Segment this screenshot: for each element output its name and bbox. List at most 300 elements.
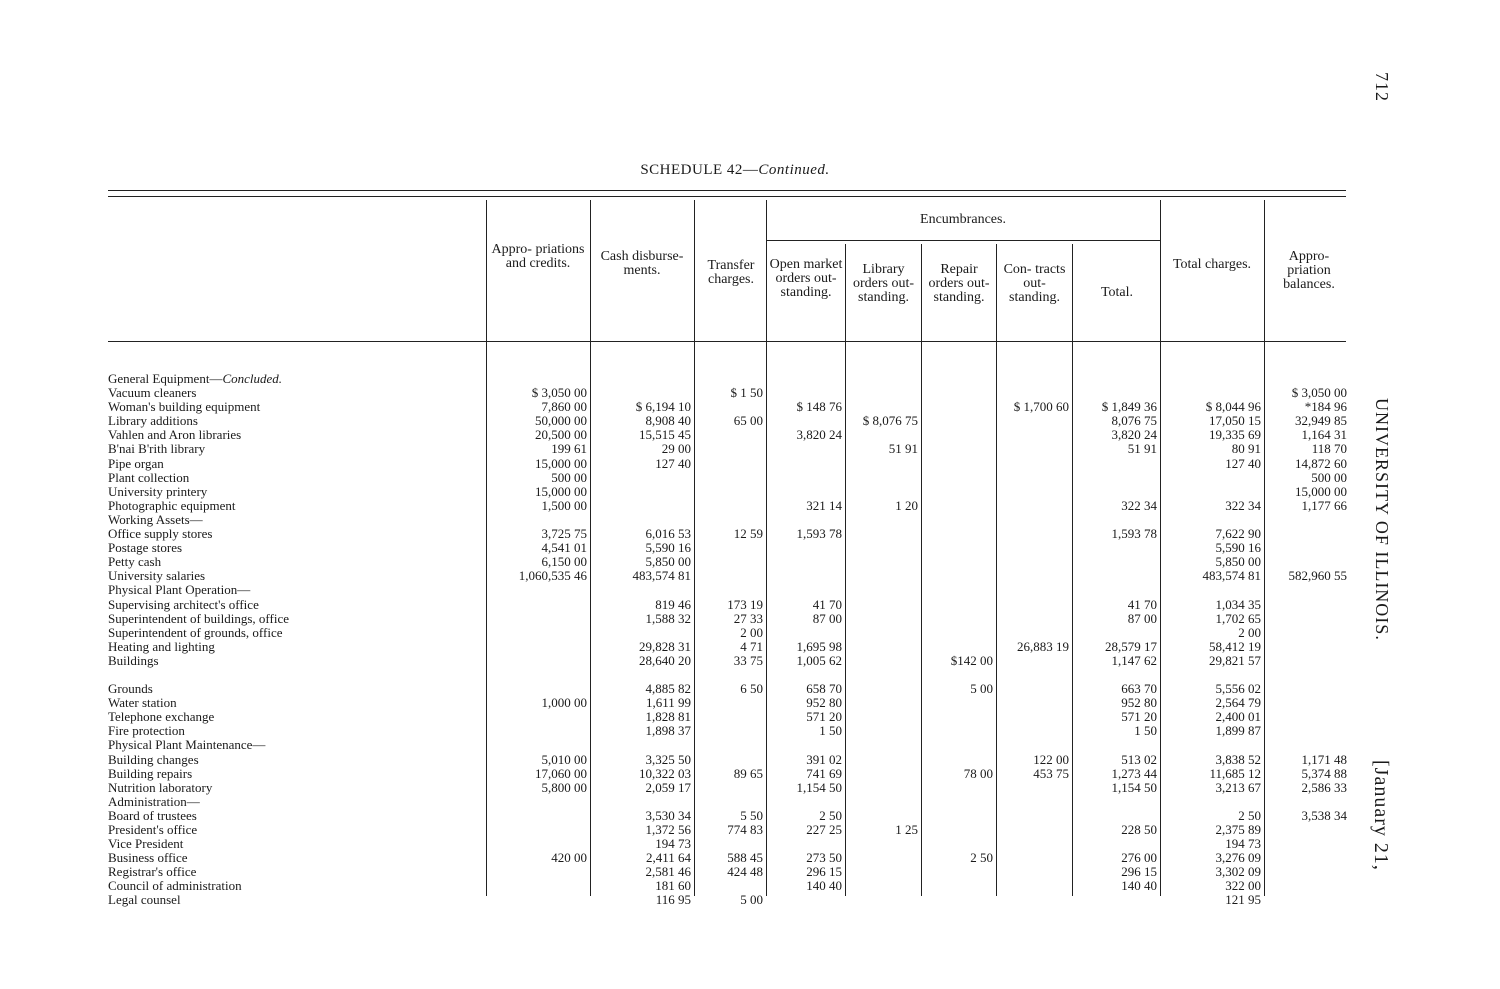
row-label: Building changes bbox=[108, 752, 199, 767]
cell-value: 296 15 bbox=[1121, 865, 1157, 880]
table-row bbox=[108, 823, 1350, 837]
cell-value bbox=[921, 471, 996, 485]
cell-value bbox=[1264, 893, 1350, 907]
cell-value bbox=[1160, 386, 1264, 400]
table-row bbox=[108, 386, 1350, 400]
cell-value bbox=[996, 696, 1072, 710]
row-label: Registrar's office bbox=[108, 865, 197, 880]
cell-value: 41 70 bbox=[1127, 597, 1157, 612]
row-label: Plant collection bbox=[108, 470, 190, 485]
table-body bbox=[108, 372, 1350, 908]
row-label: Board of trustees bbox=[108, 808, 197, 823]
row-label: University printery bbox=[108, 484, 208, 499]
cell-value: 420 00 bbox=[551, 851, 587, 866]
cell-value: 173 19 bbox=[727, 597, 763, 612]
cell-value: 121 95 bbox=[1225, 893, 1261, 908]
cell-value bbox=[1072, 471, 1160, 485]
table-row bbox=[108, 555, 1350, 569]
cell-value bbox=[996, 851, 1072, 865]
cell-value bbox=[1264, 372, 1350, 386]
table-row bbox=[108, 724, 1350, 738]
cell-value bbox=[766, 414, 845, 428]
cell-value bbox=[694, 428, 766, 442]
table-row bbox=[108, 400, 1350, 414]
cell-value: 571 20 bbox=[806, 710, 842, 725]
cell-value bbox=[996, 386, 1072, 400]
header-cash: Cash disburse- ments. bbox=[600, 249, 684, 278]
cell-value bbox=[590, 668, 694, 682]
cell-value bbox=[1072, 513, 1160, 527]
table-row bbox=[108, 837, 1350, 851]
cell-value bbox=[996, 527, 1072, 541]
issue-date: [January 21, bbox=[1370, 760, 1392, 871]
row-label: Postage stores bbox=[108, 541, 183, 556]
cell-value bbox=[486, 710, 590, 724]
cell-value bbox=[996, 724, 1072, 738]
cell-value: 5,556 02 bbox=[1215, 682, 1261, 697]
cell-value bbox=[694, 710, 766, 724]
cell-value bbox=[486, 823, 590, 837]
cell-value: 3,820 24 bbox=[1111, 428, 1157, 443]
row-label: Office supply stores bbox=[108, 527, 213, 542]
cell-value: 273 50 bbox=[806, 851, 842, 866]
cell-value: 118 70 bbox=[1311, 442, 1347, 457]
row-label: Buildings bbox=[108, 653, 159, 668]
cell-value bbox=[766, 541, 845, 555]
cell-value bbox=[921, 865, 996, 879]
table-row bbox=[108, 865, 1350, 879]
cell-value: 199 61 bbox=[551, 442, 587, 457]
cell-value: 89 65 bbox=[733, 766, 763, 781]
cell-value: 1 50 bbox=[819, 724, 842, 739]
row-label: Water station bbox=[108, 696, 177, 711]
cell-value bbox=[1072, 541, 1160, 555]
cell-value bbox=[845, 555, 921, 569]
row-label: Vice President bbox=[108, 837, 184, 852]
cell-value bbox=[845, 541, 921, 555]
cell-value bbox=[590, 386, 694, 400]
cell-value bbox=[845, 879, 921, 893]
cell-value: 5,850 00 bbox=[1215, 555, 1261, 570]
table-row bbox=[108, 781, 1350, 795]
cell-value bbox=[845, 724, 921, 738]
cell-value bbox=[996, 738, 1072, 752]
row-label: Superintendent of grounds, office bbox=[108, 625, 283, 640]
row-label: Pipe organ bbox=[108, 456, 164, 471]
cell-value bbox=[996, 372, 1072, 386]
cell-value: 87 00 bbox=[812, 611, 842, 626]
cell-value: 58,412 19 bbox=[1209, 639, 1261, 654]
cell-value: 5,010 00 bbox=[541, 752, 587, 767]
row-label: Vahlen and Aron libraries bbox=[108, 428, 242, 443]
row-label: Telephone exchange bbox=[108, 710, 215, 725]
cell-value: 3,325 50 bbox=[645, 752, 691, 767]
cell-value bbox=[845, 372, 921, 386]
cell-value: 15,000 00 bbox=[535, 484, 587, 499]
cell-value: 15,000 00 bbox=[535, 456, 587, 471]
cell-value: 6,016 53 bbox=[645, 527, 691, 542]
schedule-table bbox=[108, 372, 1350, 908]
table-row bbox=[108, 893, 1350, 907]
cell-value: 3,530 34 bbox=[645, 808, 691, 823]
cell-value bbox=[921, 626, 996, 640]
cell-value: 2,586 33 bbox=[1301, 780, 1347, 795]
cell-value bbox=[996, 809, 1072, 823]
cell-value bbox=[1072, 569, 1160, 583]
table-row bbox=[108, 457, 1350, 471]
cell-value bbox=[845, 513, 921, 527]
cell-value bbox=[921, 372, 996, 386]
cell-value bbox=[921, 428, 996, 442]
row-label: Council of administration bbox=[108, 879, 242, 894]
cell-value bbox=[486, 626, 590, 640]
cell-value bbox=[1072, 555, 1160, 569]
cell-value bbox=[1072, 457, 1160, 471]
cell-value: 2,564 79 bbox=[1215, 696, 1261, 711]
cell-value bbox=[921, 781, 996, 795]
cell-value bbox=[1072, 809, 1160, 823]
cell-value: 28,640 20 bbox=[639, 653, 691, 668]
cell-value bbox=[996, 865, 1072, 879]
cell-value: 1 20 bbox=[895, 498, 918, 513]
cell-value bbox=[1072, 372, 1160, 386]
cell-value bbox=[694, 668, 766, 682]
cell-value: 1,034 35 bbox=[1215, 597, 1261, 612]
row-label: Library additions bbox=[108, 414, 198, 429]
row-label: Photographic equipment bbox=[108, 498, 236, 513]
cell-value bbox=[996, 710, 1072, 724]
cell-value: 15,515 45 bbox=[639, 428, 691, 443]
table-row bbox=[108, 626, 1350, 640]
row-label: Business office bbox=[108, 851, 188, 866]
cell-value bbox=[996, 612, 1072, 626]
cell-value bbox=[921, 569, 996, 583]
cell-value bbox=[921, 583, 996, 597]
cell-value bbox=[996, 541, 1072, 555]
row-label: Grounds bbox=[108, 682, 153, 697]
cell-value bbox=[845, 428, 921, 442]
cell-value: 296 15 bbox=[806, 865, 842, 880]
row-label: Petty cash bbox=[108, 555, 162, 570]
cell-value bbox=[766, 386, 845, 400]
cell-value bbox=[921, 668, 996, 682]
cell-value: 774 83 bbox=[727, 823, 763, 837]
section-row bbox=[108, 583, 1350, 597]
cell-value: 952 80 bbox=[806, 696, 842, 711]
cell-value bbox=[590, 626, 694, 640]
title-italic: Continued. bbox=[758, 162, 830, 178]
cell-value bbox=[766, 372, 845, 386]
cell-value: 741 69 bbox=[806, 766, 842, 781]
cell-value bbox=[590, 372, 694, 386]
cell-value bbox=[1264, 583, 1350, 597]
cell-value bbox=[921, 442, 996, 456]
cell-value bbox=[590, 795, 694, 809]
top-rule bbox=[108, 190, 1346, 191]
cell-value bbox=[921, 513, 996, 527]
cell-value: 582,960 55 bbox=[1288, 569, 1347, 584]
cell-value bbox=[694, 372, 766, 386]
cell-value bbox=[1264, 682, 1350, 696]
table-row bbox=[108, 612, 1350, 626]
cell-value bbox=[996, 682, 1072, 696]
cell-value bbox=[845, 612, 921, 626]
cell-value bbox=[845, 851, 921, 865]
cell-value bbox=[921, 795, 996, 809]
row-label: Building repairs bbox=[108, 766, 193, 781]
row-label: Physical Plant Operation— bbox=[108, 583, 251, 598]
table-row bbox=[108, 527, 1350, 541]
cell-value bbox=[845, 527, 921, 541]
cell-value: 8,908 40 bbox=[645, 414, 691, 429]
cell-value bbox=[845, 837, 921, 851]
cell-value: 50,000 00 bbox=[535, 414, 587, 429]
cell-value bbox=[590, 738, 694, 752]
cell-value: 3,302 09 bbox=[1215, 865, 1261, 880]
cell-value bbox=[996, 499, 1072, 513]
cell-value bbox=[1160, 795, 1264, 809]
cell-value bbox=[766, 626, 845, 640]
cell-value: 1,828 81 bbox=[645, 710, 691, 725]
cell-value: $ 148 76 bbox=[796, 400, 842, 415]
cell-value: 4 71 bbox=[740, 639, 763, 654]
cell-value bbox=[486, 682, 590, 696]
cell-value bbox=[1072, 837, 1160, 851]
cell-value: 588 45 bbox=[727, 851, 763, 866]
cell-value: 663 70 bbox=[1121, 682, 1157, 697]
cell-value bbox=[845, 598, 921, 612]
cell-value: 1 25 bbox=[895, 823, 918, 837]
cell-value: 228 50 bbox=[1121, 823, 1157, 837]
cell-value: 17,050 15 bbox=[1209, 414, 1261, 429]
cell-value: 4,541 01 bbox=[541, 541, 587, 556]
cell-value: 194 73 bbox=[1225, 837, 1261, 852]
cell-value bbox=[694, 781, 766, 795]
cell-value bbox=[845, 795, 921, 809]
row-label: University salaries bbox=[108, 569, 206, 584]
cell-value bbox=[921, 696, 996, 710]
cell-value bbox=[590, 583, 694, 597]
cell-value: 571 20 bbox=[1121, 710, 1157, 725]
cell-value: 5,590 16 bbox=[1215, 541, 1261, 556]
row-label: Fire protection bbox=[108, 724, 185, 739]
cell-value bbox=[1072, 583, 1160, 597]
cell-value: 11,685 12 bbox=[1209, 766, 1261, 781]
header-contracts: Con- tracts out- standing. bbox=[1003, 262, 1066, 305]
cell-value: 227 25 bbox=[806, 823, 842, 837]
cell-value bbox=[996, 513, 1072, 527]
cell-value bbox=[694, 724, 766, 738]
table-row bbox=[108, 541, 1350, 555]
section-row bbox=[108, 795, 1350, 809]
cell-value bbox=[1160, 485, 1264, 499]
cell-value bbox=[590, 499, 694, 513]
cell-value bbox=[1264, 555, 1350, 569]
cell-value bbox=[1160, 583, 1264, 597]
header-transfer: Transfer charges. bbox=[707, 258, 755, 287]
cell-value bbox=[766, 569, 845, 583]
cell-value: 3,538 34 bbox=[1301, 808, 1347, 823]
cell-value: 1,005 62 bbox=[796, 653, 842, 668]
encumbrances-rule bbox=[766, 240, 1160, 241]
row-label: B'nai B'rith library bbox=[108, 442, 206, 457]
section-row bbox=[108, 738, 1350, 752]
cell-value: 3,725 75 bbox=[541, 527, 587, 542]
cell-value bbox=[845, 400, 921, 414]
cell-value bbox=[921, 710, 996, 724]
cell-value: 2 50 bbox=[970, 851, 993, 866]
cell-value bbox=[1264, 527, 1350, 541]
cell-value bbox=[996, 781, 1072, 795]
table-row bbox=[108, 414, 1350, 428]
cell-value: 2,400 01 bbox=[1215, 710, 1261, 725]
table-row bbox=[108, 879, 1350, 893]
cell-value bbox=[845, 485, 921, 499]
cell-value: 19,335 69 bbox=[1209, 428, 1261, 443]
cell-value: 321 14 bbox=[806, 498, 842, 513]
row-label: Woman's building equipment bbox=[108, 400, 261, 415]
cell-value bbox=[486, 809, 590, 823]
cell-value bbox=[1264, 654, 1350, 668]
cell-value bbox=[921, 893, 996, 907]
table-row bbox=[108, 696, 1350, 710]
cell-value bbox=[694, 471, 766, 485]
cell-value bbox=[1072, 795, 1160, 809]
cell-value: 1,500 00 bbox=[541, 498, 587, 513]
cell-value bbox=[1072, 485, 1160, 499]
cell-value bbox=[766, 457, 845, 471]
cell-value bbox=[921, 386, 996, 400]
cell-value: 12 59 bbox=[733, 527, 763, 542]
cell-value bbox=[845, 753, 921, 767]
cell-value: 5,374 88 bbox=[1301, 766, 1347, 781]
cell-value bbox=[766, 555, 845, 569]
cell-value bbox=[1264, 640, 1350, 654]
cell-value bbox=[996, 471, 1072, 485]
cell-value bbox=[486, 598, 590, 612]
cell-value bbox=[1160, 668, 1264, 682]
cell-value: 1,000 00 bbox=[541, 696, 587, 711]
cell-value bbox=[1264, 626, 1350, 640]
cell-value bbox=[996, 569, 1072, 583]
cell-value bbox=[845, 654, 921, 668]
cell-value bbox=[1264, 541, 1350, 555]
cell-value: 453 75 bbox=[1033, 766, 1069, 781]
cell-value: 5,800 00 bbox=[541, 780, 587, 795]
cell-value: 5,590 16 bbox=[645, 541, 691, 556]
cell-value: 27 33 bbox=[733, 611, 763, 626]
cell-value: $ 1,700 60 bbox=[1013, 400, 1069, 415]
cell-value bbox=[845, 457, 921, 471]
header-encumbrances: Encumbrances. bbox=[920, 212, 1006, 227]
header-open-market: Open market orders out- standing. bbox=[769, 257, 843, 300]
cell-value: 1,147 62 bbox=[1111, 653, 1157, 668]
table-row bbox=[108, 753, 1350, 767]
row-label: General Equipment—Concluded. bbox=[108, 372, 283, 386]
cell-value bbox=[845, 626, 921, 640]
cell-value bbox=[486, 612, 590, 626]
cell-value bbox=[1264, 668, 1350, 682]
cell-value bbox=[694, 569, 766, 583]
cell-value bbox=[996, 626, 1072, 640]
cell-value bbox=[845, 781, 921, 795]
cell-value: 500 00 bbox=[551, 470, 587, 485]
cell-value bbox=[996, 414, 1072, 428]
cell-value bbox=[996, 837, 1072, 851]
cell-value: 1,171 48 bbox=[1301, 752, 1347, 767]
cell-value bbox=[996, 795, 1072, 809]
cell-value bbox=[921, 724, 996, 738]
cell-value bbox=[996, 457, 1072, 471]
cell-value: 1,154 50 bbox=[1111, 780, 1157, 795]
table-row bbox=[108, 442, 1350, 456]
cell-value: 5 00 bbox=[740, 893, 763, 908]
cell-value bbox=[486, 724, 590, 738]
cell-value bbox=[996, 555, 1072, 569]
cell-value bbox=[766, 893, 845, 907]
row-label: Legal counsel bbox=[108, 893, 181, 908]
cell-value: 483,574 81 bbox=[1202, 569, 1261, 584]
page-number: 712 bbox=[1372, 72, 1392, 102]
row-label: Nutrition laboratory bbox=[108, 780, 213, 795]
cell-value: 1,060,535 46 bbox=[518, 569, 587, 584]
cell-value bbox=[1264, 710, 1350, 724]
cell-value bbox=[1264, 865, 1350, 879]
cell-value bbox=[921, 541, 996, 555]
cell-value bbox=[1264, 879, 1350, 893]
cell-value bbox=[996, 583, 1072, 597]
cell-value bbox=[1160, 513, 1264, 527]
cell-value bbox=[1072, 738, 1160, 752]
cell-value: 140 40 bbox=[1121, 879, 1157, 894]
cell-value: 424 48 bbox=[727, 865, 763, 880]
cell-value bbox=[921, 555, 996, 569]
cell-value bbox=[486, 738, 590, 752]
cell-value bbox=[486, 837, 590, 851]
cell-value: 140 40 bbox=[806, 879, 842, 894]
cell-value bbox=[766, 471, 845, 485]
cell-value bbox=[921, 753, 996, 767]
cell-value bbox=[921, 598, 996, 612]
cell-value: 127 40 bbox=[1225, 456, 1261, 471]
cell-value: 8,076 75 bbox=[1111, 414, 1157, 429]
cell-value bbox=[921, 879, 996, 893]
section-row bbox=[108, 372, 1350, 386]
cell-value: 29,821 57 bbox=[1209, 653, 1261, 668]
cell-value: 7,860 00 bbox=[541, 400, 587, 415]
cell-value bbox=[1160, 471, 1264, 485]
cell-value: 1,593 78 bbox=[1111, 527, 1157, 542]
cell-value: 1,154 50 bbox=[796, 780, 842, 795]
cell-value: 87 00 bbox=[1127, 611, 1157, 626]
cell-value bbox=[694, 541, 766, 555]
cell-value bbox=[921, 485, 996, 499]
cell-value bbox=[996, 654, 1072, 668]
cell-value bbox=[694, 499, 766, 513]
cell-value: 391 02 bbox=[806, 752, 842, 767]
cell-value bbox=[845, 668, 921, 682]
table-row bbox=[108, 851, 1350, 865]
cell-value: 2,581 46 bbox=[645, 865, 691, 880]
cell-value: 127 40 bbox=[655, 456, 691, 471]
table-row bbox=[108, 640, 1350, 654]
cell-value: 322 00 bbox=[1225, 879, 1261, 894]
cell-value bbox=[766, 442, 845, 456]
cell-value bbox=[486, 668, 590, 682]
cell-value bbox=[486, 879, 590, 893]
cell-value bbox=[921, 612, 996, 626]
cell-value: 41 70 bbox=[812, 597, 842, 612]
